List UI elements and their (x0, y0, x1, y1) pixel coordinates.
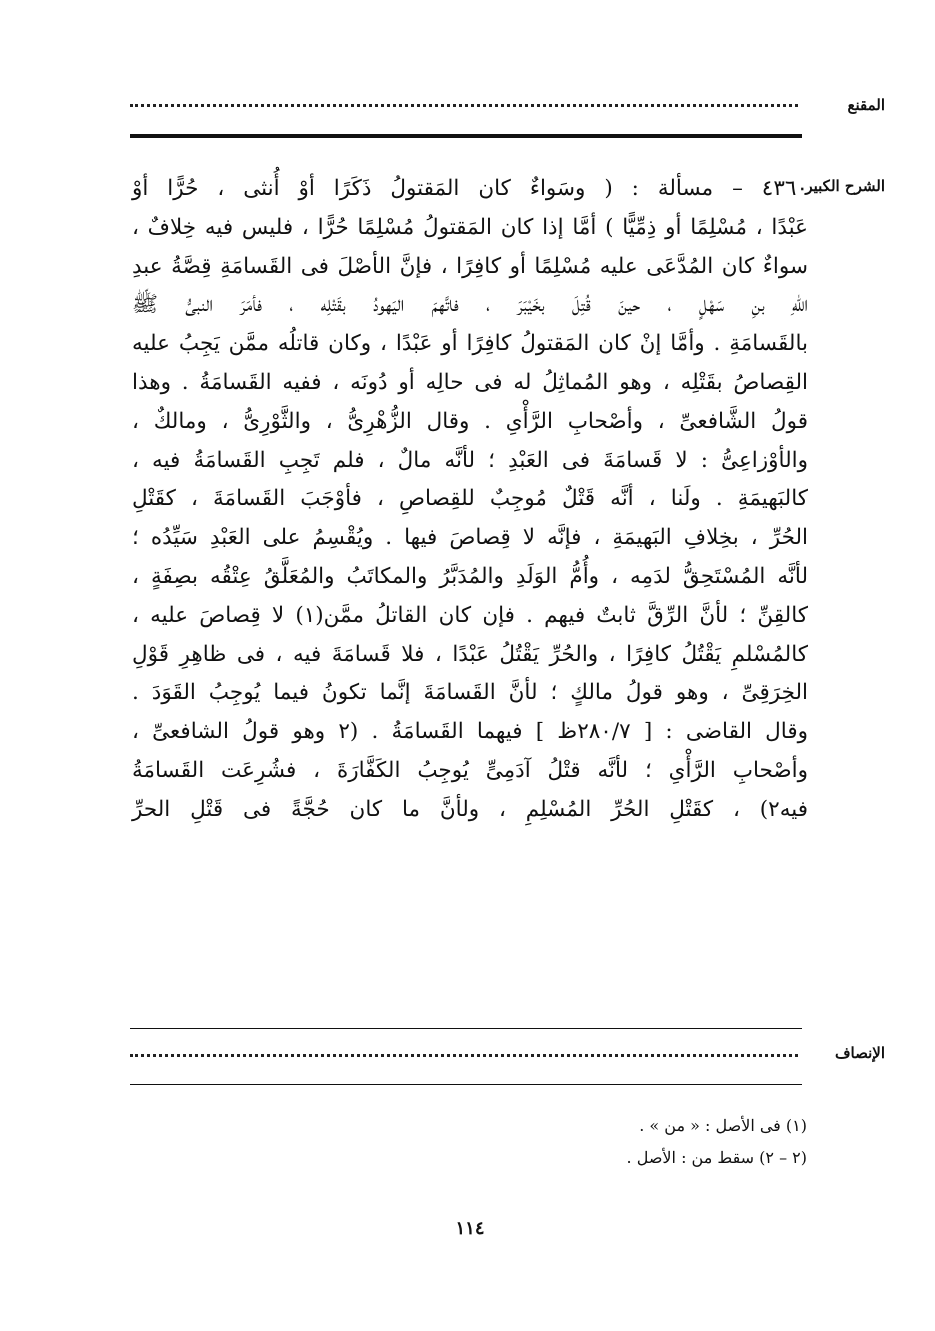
text-line: كالمُسْلمِ يَقْتُلُ كافِرًا ، والحُرِّ يَقْتُلُ عَبْدًا ، فلا قَسامَةَ فيه ، فى ظاهِرِ قَوْلِ (132, 641, 808, 667)
sharh-section-label: الشرح الكبير (805, 177, 885, 195)
muqni-section-label: المقنع (847, 96, 885, 114)
footnote-1: (١) فى الأصل : « من » . (639, 1116, 807, 1135)
insaf-dotted-leader (130, 1054, 798, 1057)
text-line: القِصاصُ بقَتْلِه ، وهو المُماثِلُ له فى حالِه أو دُونَه ، ففيه القَسامَةُ . وهذا (132, 369, 808, 395)
footnotes (307, 1110, 807, 1174)
text-line: قولُ الشَّافعىِّ ، وأصْحابِ الرَّأْىِ . وقال الزُّهْرِىُّ ، والثَّوْرِىُّ ، ومالكٌ ، (132, 408, 808, 434)
text-line: لأنَّه المُسْتَحِقُّ لدَمِه ، وأُمُّ الوَلَدِ والمُدَبَّرُ والمكاتَبُ والمُعَلَّقُ عِتْقُه بصِفَةٍ ، (132, 563, 808, 589)
text-line: الحُرِّ ، بخِلافِ البَهيمَةِ ، فإنَّه لا قِصاصَ فيها . ويُقْسِمُ على العَبْدِ سَيِّدُه ؛ (132, 525, 808, 551)
text-line: فيه٢) ، كقَتْلِ الحُرِّ المُسْلِمِ ، ولأنَّ ما كان حُجَّةً فى قَتْلِ الحرِّ (132, 796, 808, 822)
top-thick-rule (130, 134, 802, 138)
insaf-top-rule (130, 1028, 802, 1029)
text-line: كالقِنِّ ؛ لأنَّ الرِّقَّ ثابتٌ فيهم . فإن كان القاتلُ ممَّن(١) لا قِصاصَ عليه ، (132, 602, 808, 628)
text-line: الخِرَقِىِّ ، وهو قولُ مالكٍ ؛ لأنَّ القَسامَةَ إنَّما تكونُ فيما يُوجِبُ القَوَدَ . (132, 680, 808, 706)
footnote-2: (٢ – ٢) سقط من : الأصل . (626, 1148, 807, 1167)
text-line: ٤٣٦٠ – مسألة : ( وسَواءٌ كان المَقتولُ ذَكَرًا أوْ أُنثى ، حُرًّا أوْ (132, 176, 808, 201)
text-line: وأصْحابِ الرَّأْىِ ؛ لأنَّه قتْلُ آدَمِىٍّ يُوجِبُ الكَفَّارَةَ ، فشُرِعَت القَسامَةُ (132, 757, 808, 783)
text-line: عَبْدًا ، مُسْلِمًا أو ذِمِّيًّا ) أمَّا إذا كان المَقتولُ مُسْلِمًا حُرًّا ، فليس فيه خِلافٌ ، (132, 214, 808, 240)
text-line: سواءٌ كان المُدَّعَى عليه مُسْلِمًا أو كافِرًا ، فإنَّ الأصْلَ فى القَسامَةِ قِصَّةُ عبدِ (132, 253, 808, 279)
text-line: كالبَهيمَةِ . ولَنا ، أنَّه قَتْلٌ مُوجِبٌ للقِصاصِ ، فأوْجَبَ القَسامَةَ ، كقَتْلِ (132, 486, 808, 512)
text-line: والأوْزاعِىُّ : لا قَسامَةَ فى العَبْدِ ؛ لأنَّه مالٌ ، فلم تَجِبِ القَسامَةُ فيه ، (132, 447, 808, 473)
main-body-text (132, 170, 808, 830)
insaf-section-label: الإنصاف (834, 1044, 885, 1062)
page-number: ١١٤ (455, 1218, 485, 1239)
text-line: اللهِ بنِ سَهْلٍ ، حينَ قُتِلَ بخَيْبَرَ ، فاتَّهمَ اليَهودُ بقَتْلِه ، فأمَرَ النبىُّ ﷺ (132, 292, 808, 318)
text-line: بالقَسامَةِ . وأمَّا إنْ كان المَقتولُ كافِرًا أو عَبْدًا ، وكان قاتلُه ممَّن يَجِبُ عليه (132, 331, 808, 357)
muqni-dotted-leader (130, 104, 798, 107)
footnote-separator-rule (130, 1084, 802, 1085)
text-line: وقال القاضى : [ ٢٨٠/٧ظ ] فيهما القَسامَةُ . (٢ وهو قولُ الشافعىِّ ، (132, 719, 808, 745)
